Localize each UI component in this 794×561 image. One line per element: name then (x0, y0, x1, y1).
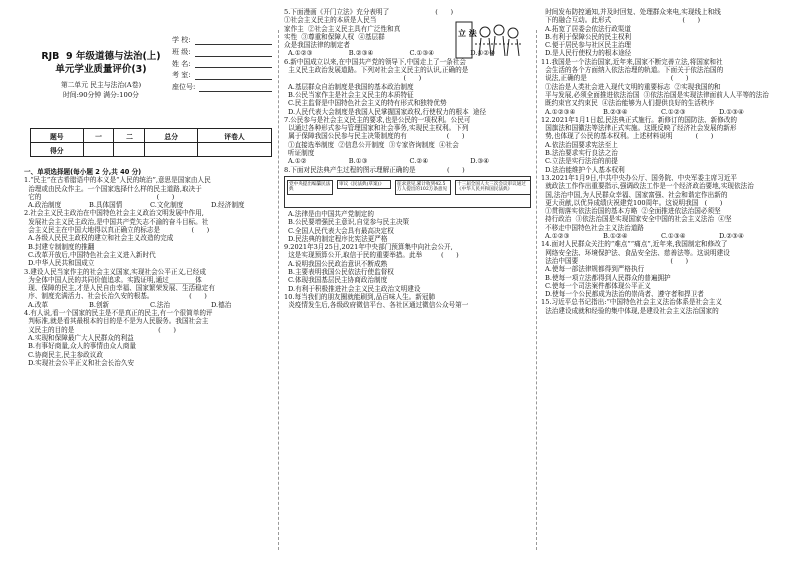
question-text: 3.建设人民当家作主的社会主义国家,实现社会公平正义,已经成 (24, 267, 206, 276)
option-row (284, 276, 531, 284)
answer-option[interactable]: C.便于居民参与社区民主治理 (545, 41, 632, 50)
answer-option[interactable]: A.各级人民民主政权的建立和社会主义改造的完成 (28, 234, 174, 243)
option-row (284, 210, 531, 218)
option-row (284, 260, 531, 268)
answer-option[interactable]: B.②③④ (603, 107, 628, 116)
exam-unit: 第二单元 民主与法治(A卷) (60, 81, 142, 89)
score-cell: 评卷人 (197, 129, 271, 143)
answer-option[interactable]: C.使每一个司法案件都体现公平正义 (545, 281, 651, 290)
diagram-step: 征求意见,累计收到42.5万人提出的102万条意见 (395, 180, 451, 195)
option-row (284, 218, 531, 226)
question-text: 治理或由民众作主。一个国家选择什么样的民主道路,取决于 (24, 184, 202, 193)
question-text: 网络安全法、环境保护法、食品安全法、慈善法等。这说明建设 (541, 248, 730, 257)
question (541, 298, 777, 315)
question-text: 12.2021年1月1日起,民法典正式施行。新修订的国防法、新修改的 (541, 115, 738, 124)
score-cell: 得分 (31, 143, 84, 157)
answer-option[interactable]: ①法治是人类社会进入现代文明的重要标志 ②实现我国的和 (545, 82, 721, 91)
answer-option[interactable]: D.①③④ (719, 107, 744, 116)
answer-option[interactable]: C.立法是实行法治的前提 (545, 157, 618, 166)
option-row (541, 282, 777, 290)
answer-option[interactable]: D.德治 (211, 300, 232, 309)
option-row (284, 285, 531, 293)
answer-option[interactable]: B.主要表明我国公民依法行使监督权 (288, 268, 394, 277)
answer-option[interactable]: A.①②③ (545, 232, 570, 241)
option-row (541, 83, 777, 91)
question (24, 309, 272, 367)
score-header-row (31, 129, 272, 143)
answer-option[interactable]: B.创新 (89, 300, 110, 309)
answer-option[interactable]: B.使每一项立法都得到人民群众的普遍拥护 (545, 273, 671, 282)
question (284, 293, 531, 310)
answer-option[interactable]: B.①②④ (603, 232, 628, 241)
question-text: 6.新中国成立以来,在中国共产党的领导下,中国走上了一条社会 (284, 57, 466, 66)
answer-option[interactable]: A.①② (288, 157, 307, 166)
question (24, 176, 272, 209)
option-row (284, 108, 531, 116)
question-text: 法治建设成就和经验的集中体现,是建设社会主义法治国家的 (541, 306, 719, 315)
question (284, 243, 531, 293)
question-text: 8.下面对民法典产生过程的图示理解正确的是 ( ) (284, 165, 465, 174)
score-input[interactable] (197, 143, 271, 157)
option-row (541, 141, 777, 149)
score-value-row (31, 143, 272, 157)
answer-option[interactable]: C.①②③ (661, 107, 686, 116)
title-block (30, 50, 172, 100)
question-text: 主义民主政治发展道路。下列对社会主义民主的认识,正确的是 (284, 66, 469, 75)
answer-option[interactable]: C.协商民主,民主参政议政 (28, 350, 103, 359)
question-text: ( ) (284, 74, 422, 83)
answer-option[interactable]: D.是人民行使权力的根本途径 (545, 49, 632, 58)
option-row (541, 33, 777, 41)
score-cell: 二 (114, 129, 145, 143)
question-text: 势,也体现了公民的基本权利。上述材料说明 ( ) (541, 132, 714, 141)
answer-option[interactable]: D.实现社会公平正义和社会长治久安 (28, 358, 135, 367)
answer-option[interactable]: A.拓宽了居委会依法行政渠道 (545, 24, 631, 33)
answer-option[interactable]: A.改革 (28, 300, 49, 309)
answer-option[interactable]: D.②③④ (719, 232, 744, 241)
question-list-1 (24, 176, 272, 367)
score-cell: 题号 (31, 129, 84, 143)
flow-diagram (284, 176, 531, 208)
answer-option[interactable]: 平与发展,必须全面推进依法治国 ③依法治国是实现法律面前人人平等的法治 (545, 90, 769, 99)
question-text: 15.习近平总书记指出:“中国特色社会主义法治体系是社会主义 (541, 298, 722, 307)
question (24, 268, 272, 309)
question-text: 国旗法和国徽法等法律正式实施。这既反映了经济社会发展的新形 (541, 124, 737, 133)
column-1 (24, 168, 272, 367)
question (24, 209, 272, 267)
answer-option[interactable]: 既约束官又约束民 ④法治能够为人们提供良好的生活秩序 (545, 99, 715, 108)
question-text: 众是我国法律的制定者 (284, 41, 350, 50)
question-text: 它的 ( ) (24, 192, 175, 201)
score-cell: 一 (83, 129, 114, 143)
score-input[interactable] (114, 143, 145, 157)
info-seat[interactable]: 座位号: (172, 82, 272, 94)
question (541, 174, 777, 240)
exam-time: 时间:90分钟 满分:100分 (63, 91, 139, 99)
student-info (172, 35, 272, 94)
question-text: 这是实现预算公开,取信于民的重要举措。此举 ( ) (284, 251, 459, 260)
answer-option[interactable]: A.法律是由中国共产党制定的 (288, 209, 374, 218)
question-text: 1.“民主”在古希腊语中的本义是“人民的统治”,意思是国家由人民 (24, 176, 211, 185)
question-text: 2.社会主义民主政治在中国特色社会主义政治文明发展中作用, (24, 209, 204, 218)
question (541, 240, 777, 298)
option-row (284, 99, 531, 107)
answer-option[interactable]: A.使每一部法律规都得到严格执行 (545, 265, 645, 274)
answer-option[interactable]: C.①③④ (409, 49, 435, 58)
option-row (541, 274, 777, 282)
info-name[interactable]: 姓 名: (172, 59, 272, 71)
score-input[interactable] (145, 143, 198, 157)
answer-option[interactable]: D.中华人民共和国成立 (28, 259, 95, 268)
answer-option[interactable]: ①直接选举制度 ②信息公开制度 ③专家咨询制度 ④社会 (288, 140, 459, 149)
answer-option[interactable]: A.基层群众自治制度是我国的基本政治制度 (288, 82, 414, 91)
answer-option[interactable]: B.法治要求实行良法之治 (545, 149, 618, 158)
question-text: 以通过各种形式参与管理国家和社会事务,实现民主权利。下列 (284, 124, 469, 133)
option-row (24, 243, 272, 251)
answer-option[interactable]: D.有利于积极推进社会主义民主政治文明建设 (288, 284, 421, 293)
answer-option[interactable]: B.①③ (348, 157, 368, 166)
answer-option[interactable]: C.民主监督是中国特色社会主义的特有形式和独特优势 (288, 99, 447, 108)
score-table (30, 128, 272, 157)
option-row (24, 334, 272, 342)
question-text: 11.我国是一个法治国家,近年来,国家不断完善立法,将国家和社 (541, 57, 723, 66)
option-row (284, 141, 531, 149)
answer-option[interactable]: C.①③④ (661, 232, 686, 241)
answer-option[interactable]: D.③④ (470, 157, 490, 166)
question-text: 更大贡献,以优异成绩庆祝建党100周年。这说明我国 ( ) (541, 198, 723, 207)
answer-option[interactable]: D.使每一个公民都成为法治的崇尚者、遵守者和捍卫者 (545, 290, 704, 299)
option-row (284, 227, 531, 235)
question-text: 义民主的目的是 ( ) (24, 325, 176, 334)
answer-option[interactable]: D.经济制度 (211, 201, 245, 210)
option-row (24, 351, 272, 359)
info-room[interactable]: 考 室: (172, 70, 272, 82)
column-separator (536, 30, 537, 550)
option-row (541, 108, 777, 116)
answer-option[interactable]: 持行政治 ③依法治国是实现国家安全中国的社会主义法治 ④坚 (545, 215, 732, 224)
answer-option[interactable]: D.法治能维护个人基本权利 (545, 165, 625, 174)
exam-subtitle: 单元学业质量评价(3) (55, 64, 147, 75)
answer-option[interactable]: 途径 (468, 107, 487, 116)
diagram-step: 党中央提出编纂民法典 (287, 180, 333, 195)
answer-option[interactable]: B.公民要增强民主意识,自觉参与民主决策 (288, 218, 410, 227)
score-cell: 总分 (145, 129, 198, 143)
section-heading: 一、单项选择题(每小题 2 分,共 40 分) (24, 168, 142, 176)
question-text: 家作主 ②社会主义民主具有广泛性和真 (284, 24, 401, 33)
answer-option[interactable]: A.①②③ (288, 49, 313, 58)
answer-option[interactable]: A.实现和保障最广大人民群众的利益 (28, 333, 134, 342)
answer-option[interactable]: B.公民当家作主是社会主义民主的本质特征 (288, 90, 414, 99)
cartoon-image (455, 18, 510, 62)
option-row (541, 215, 777, 223)
question (284, 166, 531, 243)
cartoon-text: 立 法 (458, 29, 477, 38)
option-row (24, 259, 272, 267)
question-text: 属于保障我国公民参与民主决策制度的有 ( ) (284, 132, 465, 141)
question-text: 判标准,就是看其最根本的目的是不是为人民服务。我国社会主 (24, 317, 209, 326)
question-text: 发展社会主义民主政治,是中国共产党矢志不渝的奋斗目标。社 (24, 217, 209, 226)
answer-option[interactable]: C.体现我国基层民主协商政治制度 (288, 276, 388, 285)
answer-option[interactable]: D.①②④ (470, 49, 496, 58)
column-separator (278, 30, 279, 550)
answer-option[interactable]: B.有事好商量,众人的事情由众人商量 (28, 342, 136, 351)
question-text: 下的融合互动。此形式 ( ) (541, 16, 701, 25)
option-row (541, 25, 777, 33)
question (541, 8, 777, 58)
question-text: 9.2021年3月25日,2021年中央部门预算集中向社会公开, (284, 243, 453, 252)
option-row (24, 234, 272, 242)
answer-option[interactable]: 不移走中国特色社会主义法治道路 (545, 223, 644, 232)
option-row (541, 49, 777, 57)
score-input[interactable] (83, 143, 114, 157)
answer-option[interactable]: C.改革开放后,中国特色社会主义进入新时代 (28, 250, 156, 259)
option-row (284, 83, 531, 91)
info-school[interactable]: 学 校: (172, 35, 272, 47)
answer-option[interactable]: C.文化制度 (150, 201, 184, 210)
question-text: 说法,正确的是 ( ) (541, 74, 689, 83)
question-text: 7.公民参与是社会主义民主的要求,也是公民的一项权利。公民可 (284, 115, 471, 124)
option-row (541, 265, 777, 273)
question-text: 就政法工作作出重要指示,强调政法工作是一个经济政治要地,实现依法治 (541, 182, 754, 191)
option-row (24, 359, 272, 367)
option-row (541, 157, 777, 165)
answer-option[interactable]: B.有利于保障公民的民主权利 (545, 32, 632, 41)
option-row (541, 99, 777, 107)
column-3 (541, 8, 777, 315)
question (284, 58, 531, 116)
option-row (541, 224, 777, 232)
question-text: ①社会主义民主的本质是人民当 (284, 16, 377, 25)
answer-option[interactable]: 听证制度 (288, 149, 315, 158)
question-text: 为全体中国人民的共同价值追求。实践证明,通过________体 (24, 275, 202, 284)
option-row (24, 342, 272, 350)
answer-option[interactable]: C.②④ (409, 157, 429, 166)
question-text: 序、制度充满活力、社会长治久安的根基。 ( ) (24, 292, 207, 301)
question-text: 4.有人说,看一个国家的民主是不是真正的民主,有一个很简单的评 (24, 309, 213, 318)
question-text: 现、保障的民主,才是人民自由幸福、国家繁荣发展、生活稳定有 (24, 284, 215, 293)
question-text: 实性 ③尊重和保障人权 ④基层群 (284, 32, 385, 41)
answer-option[interactable]: B.封建专制制度的推翻 (28, 242, 95, 251)
answer-option[interactable]: ①贯彻落实依法治国的基本方略 ②全面推进依法治国必须坚 (545, 207, 721, 216)
answer-option[interactable]: B.具体国情 (89, 201, 123, 210)
question-text: 13.2021年1月9日,中共中央办公厅、国务院、中央军委主席习近平 (541, 173, 738, 182)
question-text: 5.下面漫画《开门立法》充分表明了 ( ) (284, 8, 454, 16)
option-row (24, 301, 272, 309)
option-row (541, 166, 777, 174)
answer-option[interactable]: A.说明我国公民政治意识不断成熟 (288, 259, 388, 268)
question-text: 10.每当我们的朋友圈就能刷到,品百味人生。新冠肺 (284, 292, 436, 301)
question-text: 会主义民主在中国大地得以真正确立的标志是 ( ) (24, 226, 210, 235)
info-class[interactable]: 班 级: (172, 47, 272, 59)
question (284, 116, 531, 166)
question-text: 法治中国要 ( ) (541, 256, 689, 265)
answer-option[interactable]: A.依法治国要求宪法至上 (545, 140, 618, 149)
question (541, 116, 777, 174)
question (541, 58, 777, 116)
question-text: 炎疫情发生后,各级政府微信平台、各社区通过微信公众号第一 (284, 301, 469, 310)
option-row (284, 157, 531, 165)
question-text: 国,法治中国,为人民群众幸福、国家富强、社会和谐定作出新的 (541, 190, 728, 199)
question-list-3 (541, 8, 777, 315)
question-text: 会生活的各个方面纳入依法治理的轨道。下面关于依法治国的 (541, 66, 724, 75)
answer-option[interactable]: C.法治 (150, 300, 171, 309)
diagram-step: 十三届全国人大三次会议审议通过《中华人民共和国民法典》 (455, 180, 531, 195)
answer-option[interactable]: B.②③④ (348, 49, 374, 58)
answer-option[interactable]: D.人民代表大会制度是我国人民掌握国家政权,行使权力的根本 (288, 107, 469, 116)
answer-option[interactable]: D.民法典的制定程序比宪法更严格 (288, 234, 388, 243)
diagram-step: 审议《民法典(草案)》 (337, 180, 391, 189)
answer-option[interactable]: A.①②③④ (545, 107, 576, 116)
option-row (284, 235, 531, 243)
answer-option[interactable]: A.政治制度 (28, 201, 62, 210)
exam-title: RJB 9 年级道德与法治(上) (41, 51, 161, 62)
option-row (284, 149, 531, 157)
question-text: 14.面对人民群众关注的“难点”“痛点”,近年来,我国制定和修改了 (541, 240, 728, 249)
question-text: 时间发布防控通知,并及时回复、处理群众来电,实现线上和线 (541, 8, 721, 16)
answer-option[interactable]: C.全国人民代表大会具有最高决定权 (288, 226, 394, 235)
